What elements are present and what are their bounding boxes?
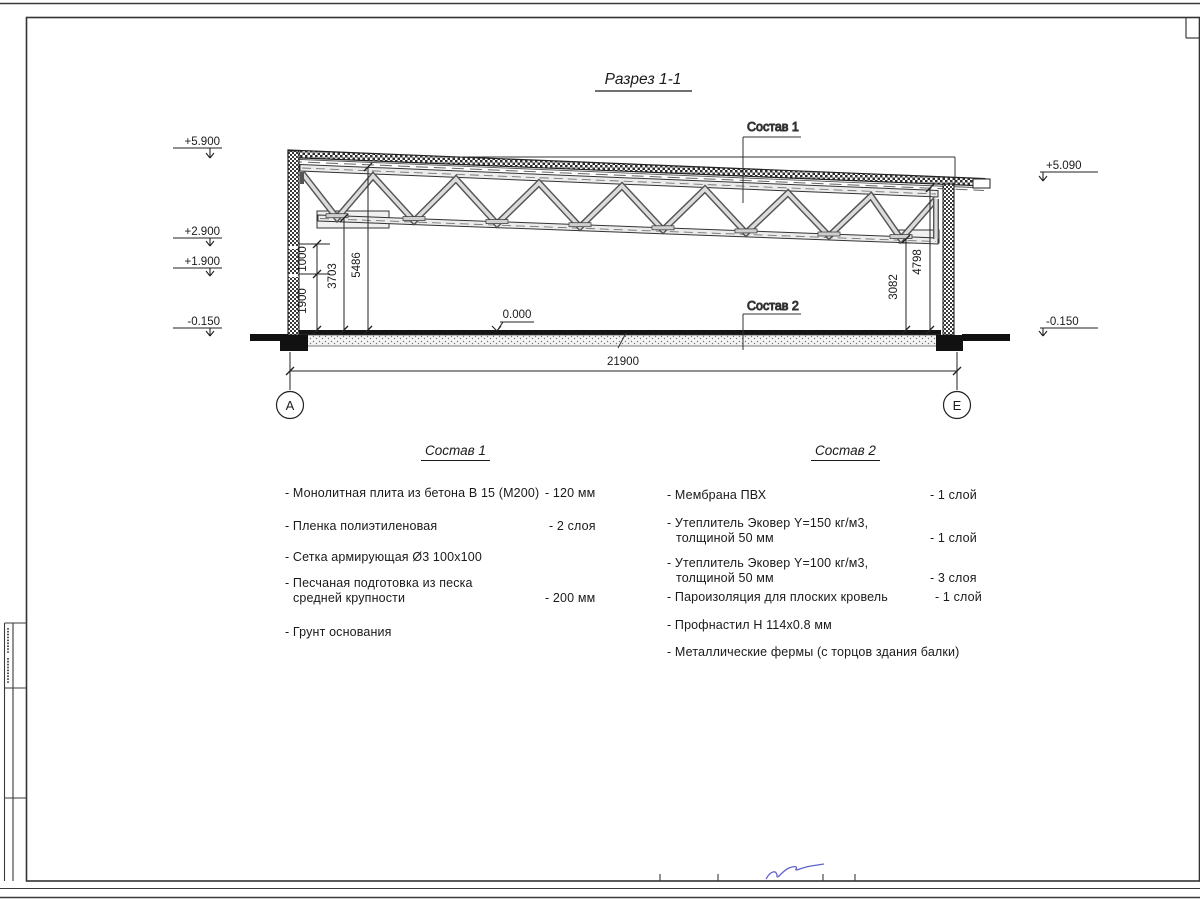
spec2-item-line2: толщиной 50 мм xyxy=(676,571,774,585)
spec2-item: - Профнастил Н 114х0.8 мм xyxy=(667,618,832,632)
dim-5486: 5486 xyxy=(351,252,363,278)
level-1900: +1.900 xyxy=(184,256,220,268)
spec2-item: - Мембрана ПВХ xyxy=(667,488,767,502)
spec1-heading: Состав 1 xyxy=(421,443,490,461)
dim-4798: 4798 xyxy=(912,249,924,275)
spec2-item: - Пароизоляция для плоских кровель xyxy=(667,590,888,604)
axis-letter-E: Е xyxy=(952,398,962,413)
sheet-frame xyxy=(0,4,1200,898)
ground-strip-right xyxy=(962,334,1010,341)
spec2-item-value: - 3 слоя xyxy=(930,571,977,585)
spec1-item-value: - 200 мм xyxy=(545,591,596,605)
dim-1000: 1000 xyxy=(297,246,309,272)
spec1-item: - Монолитная плита из бетона В 15 (М200) xyxy=(285,486,540,500)
spec1-item: - Грунт основания xyxy=(285,625,392,639)
callout-sostav2: Состав 2 xyxy=(747,299,799,313)
dim-3082: 3082 xyxy=(888,274,900,300)
level-5900: +5.900 xyxy=(184,136,220,148)
spec2-heading: Состав 2 xyxy=(811,443,880,461)
title-block-margin xyxy=(5,623,856,881)
dim-3703: 3703 xyxy=(327,263,339,289)
spec1-item: - Пленка полиэтиленовая xyxy=(285,519,438,533)
spec1-item: - Сетка армирующая Ø3 100х100 xyxy=(285,550,482,564)
dim-overall-21900: 21900 xyxy=(607,356,639,368)
drawing-title xyxy=(595,71,692,91)
callout-sostav1: Состав 1 xyxy=(747,120,799,134)
level-5090: +5.090 xyxy=(1046,160,1082,172)
floor-slab xyxy=(299,330,941,348)
axis-letter-A: А xyxy=(285,398,295,413)
dim-1900: 1900 xyxy=(297,288,309,314)
spec2-item-value: - 1 слой xyxy=(935,590,982,604)
spec1-item-value: - 2 слоя xyxy=(549,519,596,533)
spec1-item-line2: средней крупности xyxy=(293,591,406,605)
dimensions xyxy=(286,163,961,390)
spec2-item-value: - 1 слой xyxy=(930,488,977,502)
spec2-item-value: - 1 слой xyxy=(930,531,977,545)
level-2900: +2.900 xyxy=(184,226,220,238)
signature-scribble xyxy=(766,864,824,879)
ground-strip-left xyxy=(250,334,288,341)
level-zero: 0.000 xyxy=(502,309,532,321)
spec1-item-value: - 120 мм xyxy=(545,486,596,500)
axis-markers xyxy=(277,392,971,419)
spec2-item-line2: толщиной 50 мм xyxy=(676,531,774,545)
level-minus0150-right: -0.150 xyxy=(1046,316,1079,328)
right-wall xyxy=(943,184,954,335)
roof-fascia xyxy=(973,179,990,188)
page-title: Разрез 1-1 xyxy=(604,71,682,88)
spec2-item: - Металлические фермы (с торцов здания балки) xyxy=(667,645,960,659)
level-minus0150-left: -0.150 xyxy=(187,316,220,328)
spec1-item: - Песчаная подготовка из песка xyxy=(285,576,473,590)
spec2-item: - Утеплитель Эковер Y=150 кг/м3, xyxy=(667,516,869,530)
spec2-item: - Утеплитель Эковер Y=100 кг/м3, xyxy=(667,556,869,570)
